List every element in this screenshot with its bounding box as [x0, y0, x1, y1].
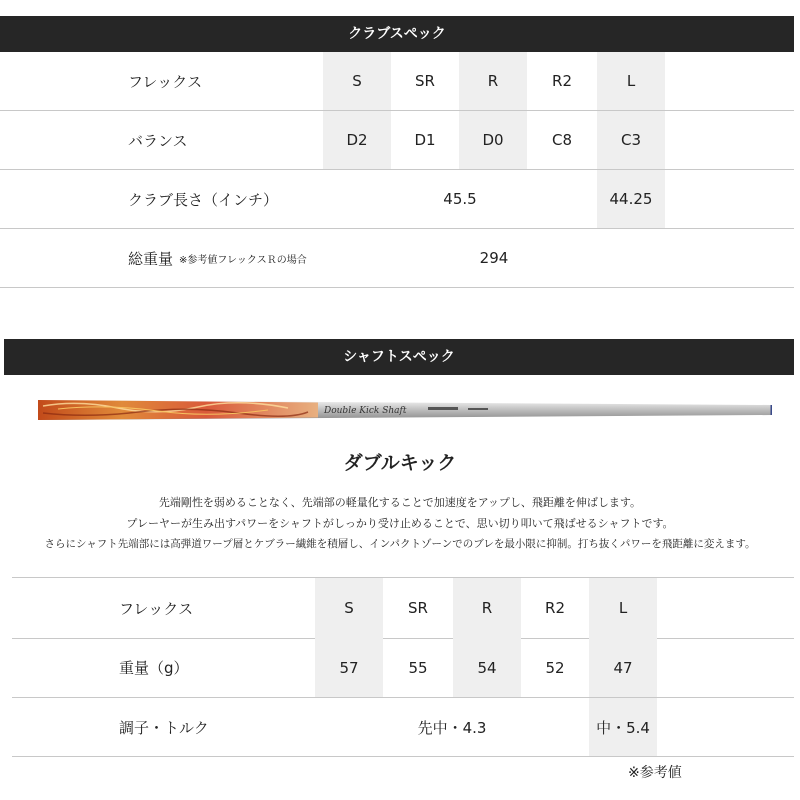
shaft-weight-s: 57: [315, 638, 383, 697]
club-weight-row: [0, 229, 794, 288]
shaft-weight-label: 重量（g）: [119, 659, 189, 677]
club-balance-row: [0, 111, 794, 170]
club-weight-value: 294: [479, 249, 509, 267]
shaft-flex-r2: R2: [545, 599, 565, 617]
club-flex-row: [0, 52, 794, 111]
description-line-1: 先端剛性を弱めることなく、先端部の軽量化することで加速度をアップし、飛距離を伸ばします。: [158, 496, 642, 509]
shaft-flex-row: [12, 577, 794, 639]
club-balance-label: バランス: [128, 131, 188, 150]
club-flex-r2: R2: [552, 72, 572, 90]
product-name: ダブルキック: [343, 452, 457, 474]
club-length-label: クラブ長さ（インチ）: [128, 190, 279, 209]
description-line-2: プレーヤーが生み出すパワーをシャフトがしっかり受け止めることで、思い切り叩いて飛ばせるシャフトです。: [126, 517, 674, 530]
shaft-spec-header: シャフトスペック: [4, 339, 794, 375]
shaft-weight-r2: 52: [545, 658, 565, 677]
shaft-weight-r: 54: [453, 638, 521, 697]
club-spec-header: クラブスペック: [0, 16, 794, 52]
club-balance-sr: D1: [414, 131, 436, 149]
club-flex-s: S: [323, 52, 391, 110]
club-balance-s: D2: [323, 111, 391, 169]
club-weight-note: ※参考値フレックスＲの場合: [179, 254, 307, 266]
shaft-print: Double Kick Shaft: [324, 406, 407, 416]
shaft-weight-l: 47: [589, 638, 657, 697]
club-flex-label: フレックス: [128, 72, 203, 91]
shaft-flex-label: フレックス: [119, 599, 194, 618]
shaft-flex-r: R: [453, 578, 521, 638]
shaft-kick-l: 中・5.4: [589, 698, 657, 756]
shaft-weight-row: [12, 638, 794, 698]
club-length-common: 45.5: [443, 190, 477, 208]
club-length-l: 44.25: [597, 170, 665, 228]
club-flex-l: L: [597, 52, 665, 110]
club-balance-l: C3: [597, 111, 665, 169]
club-balance-r2: C8: [551, 131, 573, 149]
club-length-row: [0, 170, 794, 229]
shaft-flex-s: S: [315, 578, 383, 638]
club-flex-r: R: [459, 52, 527, 110]
club-flex-sr: SR: [415, 72, 435, 90]
description-line-3: さらにシャフト先端部には高弾道ワープ層とケブラー繊維を積層し、インパクトゾーンでのブレを最小限に抑制。打ち抜くパワーを飛距離に変えます。: [44, 538, 756, 550]
footnote: ※参考値: [628, 765, 682, 781]
shaft-weight-sr: 55: [408, 658, 428, 677]
shaft-kick-common: 先中・4.3: [417, 718, 487, 737]
club-weight-label: 総重量: [128, 249, 174, 268]
shaft-kick-row: [12, 698, 794, 757]
club-weight-label-group: [128, 229, 307, 287]
shaft-flex-l: L: [589, 578, 657, 638]
shaft-kick-label: 調子・トルク: [119, 718, 209, 737]
shaft-flex-sr: SR: [408, 599, 428, 617]
club-balance-r: D0: [459, 111, 527, 169]
shaft-image: [38, 398, 772, 422]
